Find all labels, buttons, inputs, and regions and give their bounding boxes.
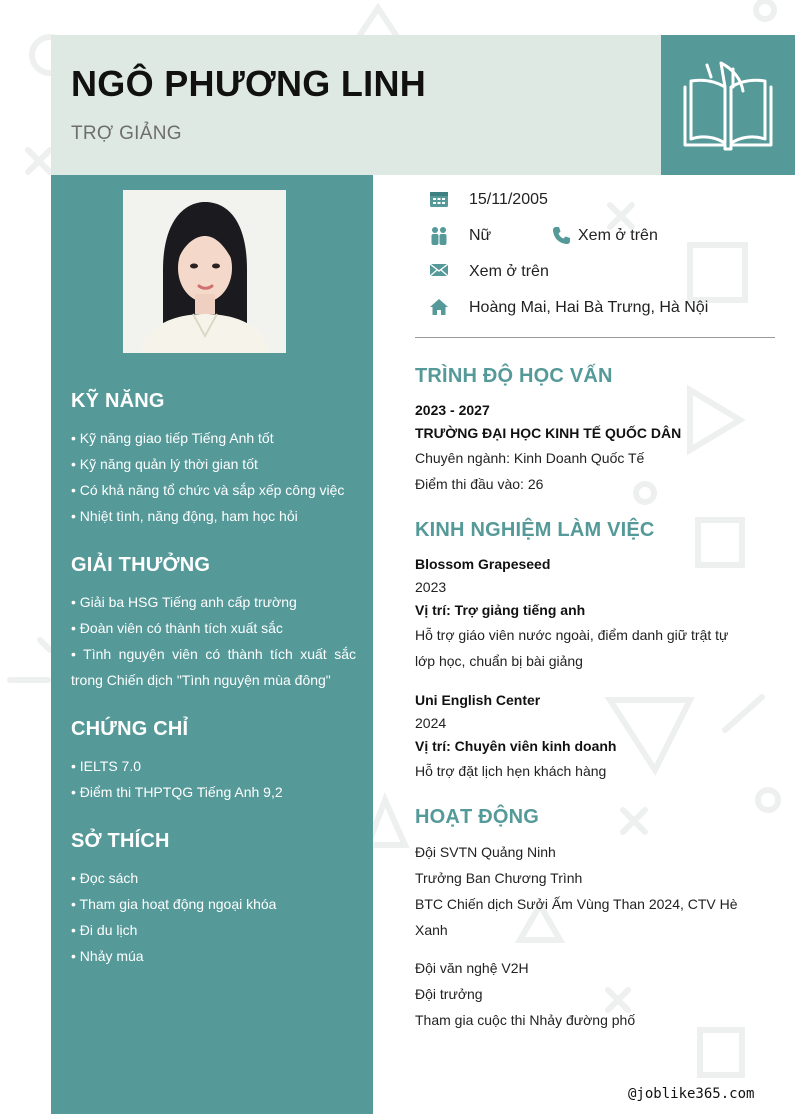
hobby-item: • Nhảy múa	[71, 948, 144, 964]
activity-entry	[415, 839, 775, 943]
skill-item: • Kỹ năng giao tiếp Tiếng Anh tốt	[71, 430, 274, 446]
experience-heading: KINH NGHIỆM LÀM VIỆC	[415, 519, 655, 541]
job-year: 2023	[415, 579, 447, 595]
job-company: Blossom Grapeseed	[415, 556, 551, 572]
education-period: 2023 - 2027	[415, 402, 490, 418]
job-position: Vị trí: Chuyên viên kinh doanh	[415, 738, 617, 754]
phone-icon	[552, 226, 571, 246]
contact-row-email	[415, 257, 775, 293]
education-heading: TRÌNH ĐỘ HỌC VẤN	[415, 365, 613, 387]
education-score: Điểm thi đầu vào: 26	[415, 476, 544, 492]
job-description: Hỗ trợ đặt lịch hẹn khách hàng	[415, 763, 607, 779]
contact-divider	[415, 337, 775, 338]
contact-row-birthday	[415, 185, 775, 221]
activity-description: Tham gia cuộc thi Nhảy đường phố	[415, 1012, 636, 1028]
job-year: 2024	[415, 715, 447, 731]
open-book-icon	[681, 57, 775, 153]
address-value: Hoàng Mai, Hai Bà Trưng, Hà Nội	[469, 299, 709, 316]
header-book-box	[661, 35, 795, 175]
address-item	[429, 298, 708, 318]
gender-value: Nữ	[469, 227, 492, 244]
activity-description: Xanh	[415, 922, 448, 938]
skills-section	[71, 390, 356, 529]
candidate-name: NGÔ PHƯƠNG LINH	[71, 63, 427, 104]
activities-section	[415, 806, 775, 1033]
awards-section	[71, 554, 356, 693]
hobby-item: • Tham gia hoạt động ngoại khóa	[71, 896, 277, 912]
contact-row-address	[415, 293, 775, 329]
calendar-icon	[429, 190, 453, 210]
resume-header	[51, 35, 661, 175]
education-section	[415, 365, 775, 497]
envelope-icon	[429, 262, 453, 282]
experience-section	[415, 519, 775, 784]
hobby-item: • Đọc sách	[71, 870, 139, 886]
awards-heading: GIẢI THƯỞNG	[71, 554, 211, 576]
hobbies-heading: SỞ THÍCH	[71, 830, 170, 852]
email-value: Xem ở trên	[469, 263, 549, 280]
skill-item: • Nhiệt tình, năng động, ham học hỏi	[71, 508, 298, 524]
activity-org: Đội SVTN Quảng Ninh	[415, 844, 556, 860]
profile-photo	[123, 190, 286, 353]
hobby-item: • Đi du lịch	[71, 922, 138, 938]
activity-org: Đội văn nghệ V2H	[415, 960, 529, 976]
left-sidebar	[51, 175, 373, 1114]
job-position: Vị trí: Trợ giảng tiếng anh	[415, 602, 586, 618]
job-company: Uni English Center	[415, 692, 541, 708]
watermark-text: @joblike365.com	[628, 1086, 755, 1102]
activities-heading: HOẠT ĐỘNG	[415, 806, 540, 828]
birthday-value: 15/11/2005	[469, 191, 548, 208]
phone-item	[552, 226, 658, 246]
award-item: • Giải ba HSG Tiếng anh cấp trường	[71, 594, 297, 610]
certificates-heading: CHỨNG CHỈ	[71, 718, 189, 740]
skill-item: • Kỹ năng quản lý thời gian tốt	[71, 456, 258, 472]
skills-heading: KỸ NĂNG	[71, 390, 165, 412]
phone-value: Xem ở trên	[578, 227, 658, 244]
people-icon	[429, 226, 453, 246]
job-title: TRỢ GIẢNG	[71, 123, 182, 144]
main-content	[415, 185, 775, 1033]
activity-role: Đội trưởng	[415, 986, 483, 1002]
certificates-section	[71, 718, 356, 805]
job-entry	[415, 689, 775, 784]
award-item: • Tình nguyện viên có thành tích xuất sắc trong Chiến dịch "Tình nguyện mùa đông"	[71, 646, 356, 688]
contact-row-gender-phone	[415, 221, 775, 257]
certificate-item: • Điểm thi THPTQG Tiếng Anh 9,2	[71, 784, 283, 800]
award-item: • Đoàn viên có thành tích xuất sắc	[71, 620, 283, 636]
job-description: Hỗ trợ giáo viên nước ngoài, điểm danh giữ trật tự	[415, 627, 729, 643]
education-major: Chuyên ngành: Kinh Doanh Quốc Tế	[415, 450, 645, 466]
job-entry	[415, 553, 775, 674]
certificate-item: • IELTS 7.0	[71, 758, 142, 774]
activity-role: Trưởng Ban Chương Trình	[415, 870, 583, 886]
email-item	[429, 262, 549, 282]
job-description: lớp học, chuẩn bị bài giảng	[415, 653, 583, 669]
gender-item	[429, 226, 491, 246]
skill-item: • Có khả năng tổ chức và sắp xếp công việc	[71, 482, 345, 498]
home-icon	[429, 298, 453, 318]
hobbies-section	[71, 830, 356, 969]
activity-description: BTC Chiến dịch Sưởi Ấm Vùng Than 2024, CTV Hè	[415, 896, 738, 912]
activity-entry	[415, 955, 775, 1033]
education-school: TRƯỜNG ĐẠI HỌC KINH TẾ QUỐC DÂN	[415, 425, 682, 441]
birthday-item	[429, 190, 548, 210]
